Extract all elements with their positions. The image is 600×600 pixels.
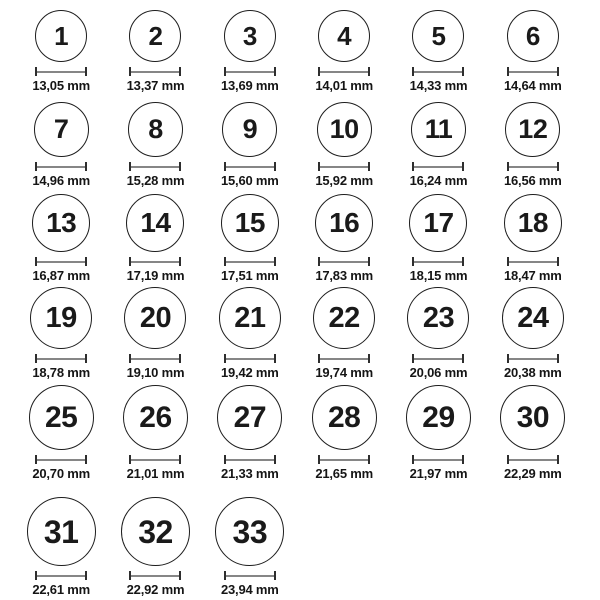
dimension-bar xyxy=(414,261,462,263)
diameter-dimension-line xyxy=(129,455,181,464)
dimension-end-cap-right xyxy=(462,162,464,171)
ring-size-item xyxy=(108,95,202,190)
dimension-end-cap-right xyxy=(85,455,87,464)
ring-circle xyxy=(502,287,564,349)
dimension-bar xyxy=(509,459,557,461)
ring-size-item xyxy=(391,95,485,190)
ring-size-number: 23 xyxy=(422,301,455,334)
diameter-dimension-line xyxy=(318,67,370,76)
diameter-label: 16,24 mm xyxy=(409,173,468,188)
diameter-label: 21,33 mm xyxy=(220,466,279,481)
ring-size-number: 1 xyxy=(54,21,69,51)
ring-size-item xyxy=(14,382,108,483)
diameter-label: 19,10 mm xyxy=(126,365,185,380)
dimension-end-cap-right xyxy=(179,571,181,580)
ring-size-item xyxy=(203,285,297,382)
ring-size-item xyxy=(486,190,580,285)
dimension-end-cap-right xyxy=(85,354,87,363)
ring-size-item xyxy=(203,382,297,483)
dimension-bar xyxy=(131,261,179,263)
diameter-label: 20,70 mm xyxy=(32,466,90,481)
ring-circle xyxy=(411,102,466,157)
ring-circle xyxy=(500,385,565,450)
dimension-end-cap-right xyxy=(462,67,464,76)
dimension-end-cap-right xyxy=(462,257,464,266)
diameter-dimension-line xyxy=(507,67,559,76)
dimension-bar xyxy=(37,358,85,360)
dimension-bar xyxy=(226,575,274,577)
dimension-end-cap-right xyxy=(557,67,559,76)
diameter-dimension-line xyxy=(507,257,559,266)
ring-size-number: 24 xyxy=(517,301,549,334)
dimension-end-cap-right xyxy=(368,257,370,266)
ring-size-number: 15 xyxy=(234,207,265,238)
diameter-label: 19,74 mm xyxy=(315,365,373,380)
diameter-label: 21,01 mm xyxy=(126,466,185,481)
diameter-label: 16,87 mm xyxy=(32,268,90,283)
dimension-bar xyxy=(509,261,557,263)
diameter-dimension-line xyxy=(35,571,87,580)
diameter-dimension-line xyxy=(507,455,559,464)
dimension-bar xyxy=(509,71,557,73)
diameter-label: 17,19 mm xyxy=(126,268,185,283)
ring-circle xyxy=(318,10,370,62)
dimension-bar xyxy=(320,261,368,263)
ring-size-number: 6 xyxy=(525,21,540,51)
diameter-label: 21,65 mm xyxy=(315,466,373,481)
diameter-label: 19,42 mm xyxy=(220,365,279,380)
ring-size-item xyxy=(486,0,580,95)
ring-size-item xyxy=(14,0,108,95)
ring-circle xyxy=(27,497,96,566)
dimension-bar xyxy=(226,261,274,263)
dimension-bar xyxy=(37,575,85,577)
ring-circle xyxy=(217,385,282,450)
ring-size-number: 28 xyxy=(327,400,361,434)
ring-size-number: 13 xyxy=(46,207,77,238)
ring-size-number: 27 xyxy=(233,400,267,434)
dimension-bar xyxy=(414,459,462,461)
ring-circle xyxy=(29,385,94,450)
dimension-bar xyxy=(509,358,557,360)
ring-size-number: 8 xyxy=(148,114,163,144)
ring-circle xyxy=(126,194,184,252)
ring-size-number: 5 xyxy=(431,21,446,51)
diameter-dimension-line xyxy=(412,354,464,363)
diameter-dimension-line xyxy=(35,162,87,171)
diameter-dimension-line xyxy=(412,257,464,266)
diameter-dimension-line xyxy=(129,354,181,363)
ring-circle xyxy=(224,10,276,62)
ring-size-item xyxy=(14,95,108,190)
diameter-label: 13,05 mm xyxy=(32,78,90,93)
ring-size-number: 31 xyxy=(43,513,79,550)
ring-size-number: 33 xyxy=(232,513,268,550)
diameter-dimension-line xyxy=(35,257,87,266)
ring-size-number: 32 xyxy=(138,513,173,550)
ring-size-number: 29 xyxy=(422,400,455,434)
diameter-label: 14,64 mm xyxy=(503,78,562,93)
ring-circle xyxy=(34,102,89,157)
diameter-dimension-line xyxy=(224,257,276,266)
ring-size-item xyxy=(391,190,485,285)
ring-size-item xyxy=(486,382,580,483)
ring-circle xyxy=(123,385,188,450)
diameter-label: 20,38 mm xyxy=(503,365,562,380)
ring-size-item xyxy=(203,483,297,599)
ring-size-item xyxy=(486,285,580,382)
diameter-label: 22,61 mm xyxy=(32,582,90,597)
ring-size-number: 10 xyxy=(329,114,359,144)
ring-size-item xyxy=(297,0,391,95)
diameter-dimension-line xyxy=(129,571,181,580)
ring-circle xyxy=(409,194,467,252)
diameter-label: 15,92 mm xyxy=(315,173,373,188)
diameter-dimension-line xyxy=(35,354,87,363)
ring-size-item xyxy=(203,0,297,95)
ring-circle xyxy=(219,287,281,349)
ring-circle xyxy=(407,287,469,349)
dimension-end-cap-right xyxy=(557,257,559,266)
diameter-label: 16,56 mm xyxy=(503,173,562,188)
ring-size-number: 16 xyxy=(329,207,360,238)
ring-size-number: 18 xyxy=(517,207,548,238)
dimension-end-cap-right xyxy=(179,257,181,266)
dimension-end-cap-right xyxy=(85,571,87,580)
diameter-dimension-line xyxy=(129,162,181,171)
diameter-dimension-line xyxy=(224,354,276,363)
ring-circle xyxy=(121,497,190,566)
dimension-bar xyxy=(509,166,557,168)
ring-size-number: 21 xyxy=(234,301,266,334)
ring-size-item xyxy=(14,285,108,382)
dimension-end-cap-right xyxy=(274,162,276,171)
ring-size-item xyxy=(297,382,391,483)
ring-circle xyxy=(504,194,562,252)
dimension-end-cap-right xyxy=(557,455,559,464)
dimension-end-cap-right xyxy=(462,354,464,363)
dimension-end-cap-right xyxy=(368,455,370,464)
dimension-bar xyxy=(131,166,179,168)
diameter-label: 20,06 mm xyxy=(409,365,468,380)
ring-circle xyxy=(505,102,560,157)
ring-size-item xyxy=(108,285,202,382)
diameter-dimension-line xyxy=(224,162,276,171)
ring-size-item xyxy=(297,190,391,285)
diameter-label: 15,60 mm xyxy=(220,173,279,188)
dimension-end-cap-right xyxy=(179,455,181,464)
ring-size-item xyxy=(297,285,391,382)
diameter-dimension-line xyxy=(412,162,464,171)
diameter-dimension-line xyxy=(318,354,370,363)
ring-size-item xyxy=(391,382,485,483)
diameter-dimension-line xyxy=(224,571,276,580)
ring-circle xyxy=(507,10,559,62)
diameter-label: 17,83 mm xyxy=(315,268,373,283)
ring-size-number: 12 xyxy=(518,114,548,144)
ring-size-item xyxy=(486,95,580,190)
diameter-label: 18,15 mm xyxy=(409,268,468,283)
ring-size-item xyxy=(391,0,485,95)
dimension-end-cap-right xyxy=(179,162,181,171)
ring-size-number: 20 xyxy=(139,301,172,334)
ring-size-number: 17 xyxy=(423,207,454,238)
ring-size-number: 3 xyxy=(242,21,257,51)
diameter-label: 14,33 mm xyxy=(409,78,468,93)
dimension-bar xyxy=(226,358,274,360)
ring-circle xyxy=(317,102,372,157)
ring-size-number: 4 xyxy=(337,21,352,51)
diameter-dimension-line xyxy=(318,257,370,266)
ring-size-item xyxy=(203,190,297,285)
diameter-label: 15,28 mm xyxy=(126,173,185,188)
diameter-label: 13,37 mm xyxy=(126,78,185,93)
diameter-label: 23,94 mm xyxy=(220,582,279,597)
diameter-dimension-line xyxy=(412,455,464,464)
ring-size-item xyxy=(14,190,108,285)
dimension-end-cap-right xyxy=(368,67,370,76)
ring-size-item xyxy=(203,95,297,190)
dimension-bar xyxy=(320,71,368,73)
dimension-end-cap-right xyxy=(85,67,87,76)
ring-size-number: 30 xyxy=(516,400,550,434)
diameter-label: 22,92 mm xyxy=(126,582,185,597)
ring-size-item xyxy=(391,285,485,382)
dimension-bar xyxy=(131,459,179,461)
diameter-dimension-line xyxy=(412,67,464,76)
ring-circle xyxy=(128,102,183,157)
ring-size-number: 14 xyxy=(140,207,171,238)
dimension-bar xyxy=(320,459,368,461)
diameter-dimension-line xyxy=(224,67,276,76)
ring-circle xyxy=(406,385,471,450)
ring-circle xyxy=(215,497,284,566)
diameter-label: 22,29 mm xyxy=(503,466,562,481)
ring-size-item xyxy=(14,483,108,599)
ring-size-item xyxy=(108,190,202,285)
dimension-bar xyxy=(320,166,368,168)
dimension-bar xyxy=(414,358,462,360)
dimension-bar xyxy=(414,71,462,73)
ring-circle xyxy=(222,102,277,157)
dimension-end-cap-right xyxy=(85,162,87,171)
diameter-dimension-line xyxy=(507,354,559,363)
dimension-bar xyxy=(226,166,274,168)
dimension-bar xyxy=(131,358,179,360)
ring-size-item xyxy=(108,483,202,599)
diameter-dimension-line xyxy=(129,257,181,266)
dimension-bar xyxy=(320,358,368,360)
dimension-bar xyxy=(226,459,274,461)
ring-size-number: 11 xyxy=(424,114,453,144)
dimension-end-cap-right xyxy=(274,571,276,580)
ring-circle xyxy=(312,385,377,450)
dimension-end-cap-right xyxy=(462,455,464,464)
ring-circle xyxy=(124,287,186,349)
dimension-end-cap-right xyxy=(274,455,276,464)
dimension-bar xyxy=(37,166,85,168)
dimension-end-cap-right xyxy=(368,354,370,363)
ring-circle xyxy=(129,10,181,62)
ring-circle xyxy=(412,10,464,62)
ring-size-number: 19 xyxy=(45,301,77,334)
dimension-bar xyxy=(37,71,85,73)
ring-size-number: 25 xyxy=(44,400,78,434)
diameter-dimension-line xyxy=(318,455,370,464)
ring-size-number: 9 xyxy=(242,114,258,144)
dimension-end-cap-right xyxy=(179,354,181,363)
dimension-bar xyxy=(37,459,85,461)
ring-circle xyxy=(32,194,90,252)
diameter-label: 21,97 mm xyxy=(409,466,468,481)
dimension-bar xyxy=(131,575,179,577)
dimension-end-cap-right xyxy=(274,67,276,76)
ring-size-number: 26 xyxy=(139,400,172,434)
ring-size-number: 7 xyxy=(53,114,69,144)
diameter-label: 18,47 mm xyxy=(503,268,562,283)
diameter-dimension-line xyxy=(318,162,370,171)
ring-size-item xyxy=(108,0,202,95)
dimension-bar xyxy=(414,166,462,168)
ring-size-item xyxy=(297,95,391,190)
diameter-dimension-line xyxy=(35,455,87,464)
ring-size-item xyxy=(108,382,202,483)
ring-circle xyxy=(35,10,87,62)
dimension-end-cap-right xyxy=(557,162,559,171)
ring-size-number: 22 xyxy=(328,301,360,334)
ring-circle xyxy=(30,287,92,349)
dimension-end-cap-right xyxy=(557,354,559,363)
ring-circle xyxy=(315,194,373,252)
dimension-bar xyxy=(226,71,274,73)
ring-circle xyxy=(313,287,375,349)
dimension-end-cap-right xyxy=(85,257,87,266)
dimension-end-cap-right xyxy=(274,257,276,266)
dimension-end-cap-right xyxy=(274,354,276,363)
diameter-label: 14,96 mm xyxy=(32,173,90,188)
diameter-label: 17,51 mm xyxy=(220,268,279,283)
diameter-dimension-line xyxy=(507,162,559,171)
dimension-end-cap-right xyxy=(368,162,370,171)
dimension-bar xyxy=(131,71,179,73)
ring-size-number: 2 xyxy=(148,21,163,51)
diameter-dimension-line xyxy=(35,67,87,76)
dimension-bar xyxy=(37,261,85,263)
diameter-dimension-line xyxy=(224,455,276,464)
diameter-label: 18,78 mm xyxy=(32,365,90,380)
diameter-label: 13,69 mm xyxy=(220,78,279,93)
diameter-dimension-line xyxy=(129,67,181,76)
dimension-end-cap-right xyxy=(179,67,181,76)
diameter-label: 14,01 mm xyxy=(315,78,373,93)
ring-circle xyxy=(221,194,279,252)
